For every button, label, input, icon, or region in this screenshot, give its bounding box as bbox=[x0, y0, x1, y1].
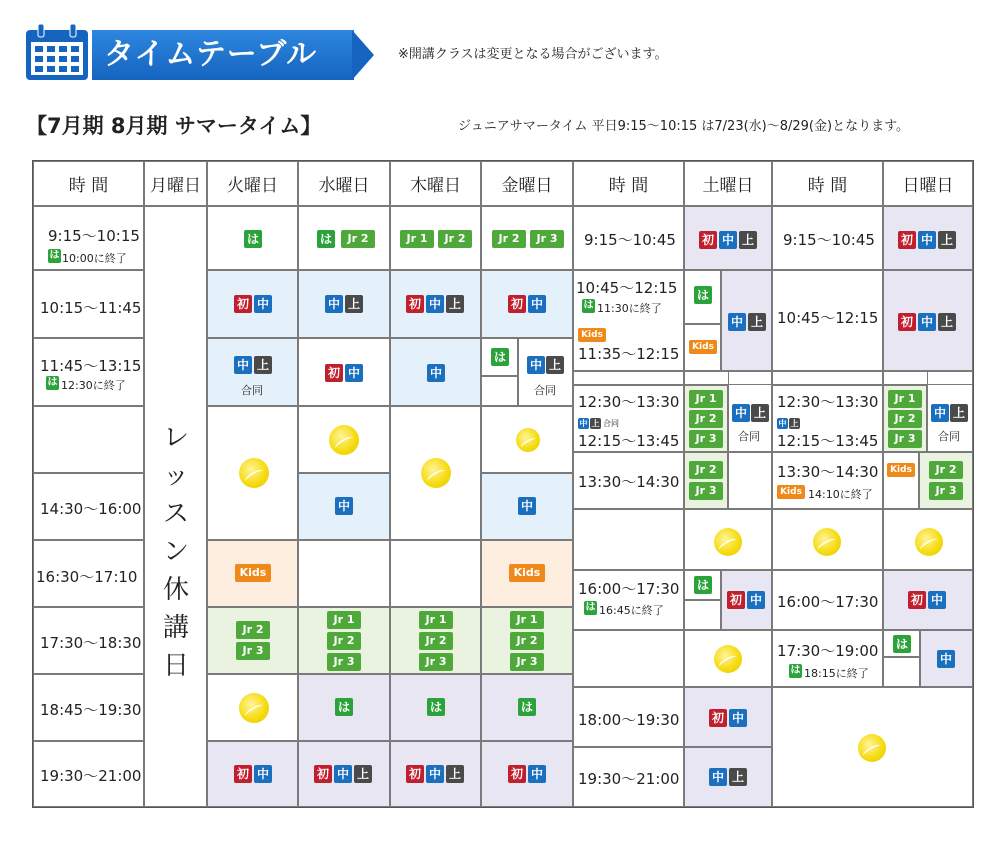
chukyu-badge: 中 bbox=[426, 295, 444, 313]
break-slot bbox=[207, 674, 298, 741]
tennis-ball-icon bbox=[915, 528, 943, 556]
cell-text: 17:30〜18:30 bbox=[40, 634, 142, 652]
cell-text: 18:45〜19:30 bbox=[40, 701, 142, 719]
class-slot bbox=[919, 452, 973, 509]
cell-text: 12:30に終了 bbox=[61, 379, 126, 392]
jr3-badge: Jr 3 bbox=[419, 653, 453, 671]
break-slot bbox=[772, 687, 973, 807]
class-slot bbox=[481, 270, 573, 338]
hajimete-badge: は bbox=[47, 377, 58, 388]
time-slot bbox=[33, 406, 144, 473]
hajimete-badge: は bbox=[694, 576, 712, 594]
jr3-badge: Jr 3 bbox=[327, 653, 361, 671]
shokyu-badge: 初 bbox=[234, 295, 252, 313]
jr1-badge: Jr 1 bbox=[327, 611, 361, 629]
hajimete-badge: は bbox=[317, 230, 335, 248]
col-header-time: 時 間 bbox=[33, 161, 144, 206]
shokyu-badge: 初 bbox=[406, 295, 424, 313]
chukyu-badge: 中 bbox=[728, 313, 746, 331]
empty-slot bbox=[684, 600, 721, 630]
jr1-badge: Jr 1 bbox=[419, 611, 453, 629]
kids-badge: Kids bbox=[235, 564, 271, 582]
hajimete-badge: は bbox=[427, 698, 445, 716]
kids-badge: Kids bbox=[509, 564, 545, 582]
chukyu-badge: 中 bbox=[709, 768, 727, 786]
chukyu-badge: 中 bbox=[254, 765, 272, 783]
cell-text: 10:45〜12:15 bbox=[777, 309, 879, 327]
hajimete-badge: は bbox=[694, 286, 712, 304]
chukyu-badge: 中 bbox=[335, 497, 353, 515]
class-slot bbox=[390, 741, 481, 807]
chukyu-badge: 中 bbox=[427, 364, 445, 382]
kids-badge: Kids bbox=[777, 485, 805, 499]
time-slot bbox=[573, 570, 684, 630]
jokyu-badge: 上 bbox=[790, 419, 799, 428]
class-slot bbox=[684, 206, 772, 270]
chukyu-badge: 中 bbox=[937, 650, 955, 668]
chukyu-badge: 中 bbox=[254, 295, 272, 313]
jokyu-badge: 上 bbox=[446, 295, 464, 313]
jokyu-badge: 上 bbox=[938, 313, 956, 331]
shokyu-badge: 初 bbox=[314, 765, 332, 783]
class-slot bbox=[481, 674, 573, 741]
jr1-badge: Jr 1 bbox=[689, 390, 723, 408]
class-slot bbox=[298, 607, 390, 674]
hajimete-badge: は bbox=[335, 698, 353, 716]
class-slot bbox=[883, 270, 973, 371]
kids-badge: Kids bbox=[887, 463, 915, 477]
time-slot bbox=[573, 270, 684, 371]
col-header-time-sun: 時 間 bbox=[772, 161, 883, 206]
time-slot bbox=[33, 674, 144, 741]
break-slot bbox=[390, 406, 481, 540]
chukyu-badge: 中 bbox=[426, 765, 444, 783]
jokyu-badge: 上 bbox=[446, 765, 464, 783]
jokyu-badge: 上 bbox=[345, 295, 363, 313]
tennis-ball-icon bbox=[329, 425, 359, 455]
cell-text: 10:45〜12:15 bbox=[576, 279, 678, 297]
jokyu-badge: 上 bbox=[591, 419, 600, 428]
empty-slot bbox=[390, 540, 481, 607]
shokyu-badge: 初 bbox=[508, 295, 526, 313]
tennis-ball-icon bbox=[239, 693, 269, 723]
class-slot bbox=[883, 206, 973, 270]
class-slot bbox=[207, 540, 298, 607]
class-slot bbox=[518, 338, 573, 406]
jokyu-badge: 上 bbox=[739, 231, 757, 249]
class-slot bbox=[728, 370, 772, 452]
time-slot bbox=[772, 630, 883, 687]
cell-text: 11:35〜12:15 bbox=[578, 345, 680, 363]
col-header-thu: 木曜日 bbox=[390, 161, 481, 206]
page-title: タイムテーブル bbox=[104, 37, 318, 72]
calendar-icon bbox=[24, 22, 90, 82]
col-header-tue: 火曜日 bbox=[207, 161, 298, 206]
time-slot bbox=[772, 452, 883, 509]
cell-text: 13:30〜14:30 bbox=[777, 463, 879, 481]
cell-text: 12:30〜13:30 bbox=[777, 393, 879, 411]
jr3-badge: Jr 3 bbox=[689, 482, 723, 500]
class-slot bbox=[298, 206, 390, 270]
shokyu-badge: 初 bbox=[898, 231, 916, 249]
cell-text: 9:15〜10:15 bbox=[48, 227, 140, 245]
jr2-badge: Jr 2 bbox=[438, 230, 472, 248]
class-slot bbox=[684, 687, 772, 747]
hajimete-badge: は bbox=[518, 698, 536, 716]
cell-text: 12:15〜13:45 bbox=[578, 432, 680, 450]
cell-text: 12:15〜13:45 bbox=[777, 432, 879, 450]
class-slot bbox=[207, 206, 298, 270]
col-header-fri: 金曜日 bbox=[481, 161, 573, 206]
time-slot bbox=[573, 206, 684, 270]
break-slot bbox=[481, 406, 573, 473]
class-slot bbox=[684, 324, 721, 371]
chukyu-badge: 中 bbox=[518, 497, 536, 515]
jokyu-badge: 上 bbox=[729, 768, 747, 786]
jr3-badge: Jr 3 bbox=[510, 653, 544, 671]
class-slot bbox=[920, 630, 973, 687]
col-header-sun: 日曜日 bbox=[883, 161, 973, 206]
jr2-badge: Jr 2 bbox=[327, 632, 361, 650]
cell-text: 19:30〜21:00 bbox=[40, 767, 142, 785]
tennis-ball-icon bbox=[239, 458, 269, 488]
cell-text: 16:00〜17:30 bbox=[777, 593, 879, 611]
shokyu-badge: 初 bbox=[406, 765, 424, 783]
break-slot bbox=[298, 406, 390, 473]
class-slot bbox=[883, 570, 973, 630]
cell-text: 合同 bbox=[534, 384, 556, 397]
spacer bbox=[573, 371, 684, 385]
class-slot bbox=[390, 607, 481, 674]
shokyu-badge: 初 bbox=[908, 591, 926, 609]
class-slot bbox=[481, 473, 573, 540]
chukyu-badge: 中 bbox=[918, 313, 936, 331]
class-slot bbox=[298, 741, 390, 807]
cell-text: 10:15〜11:45 bbox=[40, 299, 142, 317]
spacer bbox=[772, 371, 883, 385]
class-slot bbox=[207, 270, 298, 338]
class-slot bbox=[684, 747, 772, 807]
chukyu-badge: 中 bbox=[345, 364, 363, 382]
cell-text: 合同 bbox=[241, 384, 263, 397]
hajimete-badge: は bbox=[893, 635, 911, 653]
col-header-time-sat: 時 間 bbox=[573, 161, 684, 206]
chukyu-badge: 中 bbox=[732, 404, 750, 422]
jr3-badge: Jr 3 bbox=[888, 430, 922, 448]
class-slot bbox=[481, 741, 573, 807]
cell-text: 合同 bbox=[603, 419, 619, 428]
jr2-badge: Jr 2 bbox=[888, 410, 922, 428]
class-slot bbox=[927, 370, 973, 452]
time-slot bbox=[33, 741, 144, 807]
cell-text: 12:30〜13:30 bbox=[578, 393, 680, 411]
jr3-badge: Jr 3 bbox=[236, 642, 270, 660]
class-slot bbox=[390, 206, 481, 270]
cell-text: 14:10に終了 bbox=[808, 488, 873, 501]
time-slot bbox=[33, 473, 144, 540]
empty-slot bbox=[573, 509, 684, 570]
chukyu-badge: 中 bbox=[729, 709, 747, 727]
time-slot bbox=[772, 385, 883, 452]
class-slot bbox=[207, 338, 298, 406]
time-slot bbox=[772, 570, 883, 630]
class-slot bbox=[298, 674, 390, 741]
empty-slot bbox=[481, 376, 518, 406]
jr2-badge: Jr 2 bbox=[510, 632, 544, 650]
jr2-badge: Jr 2 bbox=[929, 461, 963, 479]
junior-summer-note: ジュニアサマータイム 平日9:15〜10:15 は7/23(水)〜8/29(金)となります。 bbox=[458, 119, 910, 134]
class-slot bbox=[684, 452, 728, 509]
time-slot bbox=[772, 270, 883, 371]
class-slot bbox=[298, 270, 390, 338]
class-slot bbox=[721, 570, 772, 630]
class-slot bbox=[684, 385, 728, 452]
jokyu-badge: 上 bbox=[546, 356, 564, 374]
class-slot bbox=[481, 607, 573, 674]
jr2-badge: Jr 2 bbox=[236, 621, 270, 639]
chukyu-badge: 中 bbox=[928, 591, 946, 609]
class-slot bbox=[207, 607, 298, 674]
chukyu-badge: 中 bbox=[931, 404, 949, 422]
cell-text: 18:15に終了 bbox=[804, 667, 869, 680]
cell-text: 11:45〜13:15 bbox=[40, 357, 142, 375]
chukyu-badge: 中 bbox=[527, 356, 545, 374]
cell-text: 16:00〜17:30 bbox=[578, 580, 680, 598]
cell-text: 合同 bbox=[938, 430, 960, 443]
break-slot bbox=[207, 406, 298, 540]
empty-slot bbox=[728, 452, 772, 509]
jr2-badge: Jr 2 bbox=[341, 230, 375, 248]
shokyu-badge: 初 bbox=[508, 765, 526, 783]
class-slot bbox=[481, 206, 573, 270]
hajimete-badge: は bbox=[491, 348, 509, 366]
col-header-wed: 水曜日 bbox=[298, 161, 390, 206]
class-slot bbox=[481, 338, 518, 376]
class-slot bbox=[883, 452, 919, 509]
title-band-arrow bbox=[352, 30, 374, 80]
chukyu-badge: 中 bbox=[918, 231, 936, 249]
kids-badge: Kids bbox=[689, 340, 717, 354]
chukyu-badge: 中 bbox=[719, 231, 737, 249]
jokyu-badge: 上 bbox=[938, 231, 956, 249]
chukyu-badge: 中 bbox=[334, 765, 352, 783]
jokyu-badge: 上 bbox=[354, 765, 372, 783]
hajimete-badge: は bbox=[790, 665, 801, 676]
jr2-badge: Jr 2 bbox=[689, 461, 723, 479]
cell-text: 14:30〜16:00 bbox=[40, 500, 142, 518]
empty-slot bbox=[883, 657, 920, 687]
jokyu-badge: 上 bbox=[950, 404, 968, 422]
jokyu-badge: 上 bbox=[751, 404, 769, 422]
chukyu-badge: 中 bbox=[747, 591, 765, 609]
chukyu-badge: 中 bbox=[579, 419, 588, 428]
jr1-badge: Jr 1 bbox=[888, 390, 922, 408]
class-slot bbox=[207, 741, 298, 807]
shokyu-badge: 初 bbox=[898, 313, 916, 331]
jr3-badge: Jr 3 bbox=[929, 482, 963, 500]
shokyu-badge: 初 bbox=[325, 364, 343, 382]
shokyu-badge: 初 bbox=[699, 231, 717, 249]
jr2-badge: Jr 2 bbox=[492, 230, 526, 248]
time-slot bbox=[772, 206, 883, 270]
class-slot bbox=[298, 473, 390, 540]
chukyu-badge: 中 bbox=[528, 765, 546, 783]
chukyu-badge: 中 bbox=[778, 419, 787, 428]
col-header-sat: 土曜日 bbox=[684, 161, 772, 206]
class-slot bbox=[298, 338, 390, 406]
time-slot bbox=[573, 385, 684, 452]
tennis-ball-icon bbox=[714, 645, 742, 673]
tennis-ball-icon bbox=[813, 528, 841, 556]
jr2-badge: Jr 2 bbox=[419, 632, 453, 650]
cell-text: 13:30〜14:30 bbox=[578, 473, 680, 491]
class-slot bbox=[390, 270, 481, 338]
class-slot bbox=[684, 270, 721, 324]
time-slot bbox=[33, 206, 144, 270]
tennis-ball-icon bbox=[421, 458, 451, 488]
break-slot bbox=[684, 630, 772, 687]
tennis-ball-icon bbox=[516, 428, 540, 452]
jr3-badge: Jr 3 bbox=[530, 230, 564, 248]
tennis-ball-icon bbox=[714, 528, 742, 556]
time-slot bbox=[33, 338, 144, 406]
empty-slot bbox=[298, 540, 390, 607]
hajimete-badge: は bbox=[583, 300, 594, 311]
time-slot bbox=[33, 540, 144, 607]
kids-badge: Kids bbox=[578, 328, 606, 342]
cell-text: 18:00〜19:30 bbox=[578, 711, 680, 729]
jokyu-badge: 上 bbox=[748, 313, 766, 331]
cell-text: 16:30〜17:10 bbox=[36, 568, 138, 586]
cell-text: 11:30に終了 bbox=[597, 302, 662, 315]
chukyu-badge: 中 bbox=[528, 295, 546, 313]
break-slot bbox=[684, 509, 772, 570]
break-slot bbox=[883, 509, 973, 570]
time-slot bbox=[33, 270, 144, 338]
jr1-badge: Jr 1 bbox=[510, 611, 544, 629]
class-slot bbox=[883, 385, 927, 452]
class-slot bbox=[390, 338, 481, 406]
period-heading: 【7月期 8月期 サマータイム】 bbox=[26, 114, 322, 138]
hajimete-badge: は bbox=[585, 602, 596, 613]
chukyu-badge: 中 bbox=[234, 356, 252, 374]
cell-text: 9:15〜10:45 bbox=[584, 231, 676, 249]
cell-text: 10:00に終了 bbox=[62, 252, 127, 265]
hajimete-badge: は bbox=[244, 230, 262, 248]
jr2-badge: Jr 2 bbox=[689, 410, 723, 428]
break-slot bbox=[772, 509, 883, 570]
monday-closed-text: レ ッ ス ン 休 講 日 bbox=[162, 423, 189, 681]
hajimete-badge: は bbox=[49, 250, 60, 261]
cell-text: 合同 bbox=[738, 430, 760, 443]
time-slot bbox=[573, 747, 684, 807]
shokyu-badge: 初 bbox=[234, 765, 252, 783]
class-slot bbox=[684, 570, 721, 600]
time-slot bbox=[573, 452, 684, 509]
cell-text: 19:30〜21:00 bbox=[578, 770, 680, 788]
class-slot bbox=[721, 270, 772, 371]
jr1-badge: Jr 1 bbox=[400, 230, 434, 248]
change-notice: ※開講クラスは変更となる場合がございます。 bbox=[398, 47, 668, 62]
cell-text: 16:45に終了 bbox=[599, 604, 664, 617]
class-slot bbox=[883, 630, 920, 657]
shokyu-badge: 初 bbox=[709, 709, 727, 727]
time-slot bbox=[573, 687, 684, 747]
shokyu-badge: 初 bbox=[727, 591, 745, 609]
tennis-ball-icon bbox=[858, 734, 886, 762]
class-slot bbox=[390, 674, 481, 741]
monday-closed bbox=[144, 206, 207, 807]
time-slot bbox=[33, 607, 144, 674]
col-header-mon: 月曜日 bbox=[144, 161, 207, 206]
class-slot bbox=[481, 540, 573, 607]
chukyu-badge: 中 bbox=[325, 295, 343, 313]
cell-text: 9:15〜10:45 bbox=[783, 231, 875, 249]
cell-text: 17:30〜19:00 bbox=[777, 642, 879, 660]
jr3-badge: Jr 3 bbox=[689, 430, 723, 448]
jokyu-badge: 上 bbox=[254, 356, 272, 374]
empty-slot bbox=[573, 630, 684, 687]
